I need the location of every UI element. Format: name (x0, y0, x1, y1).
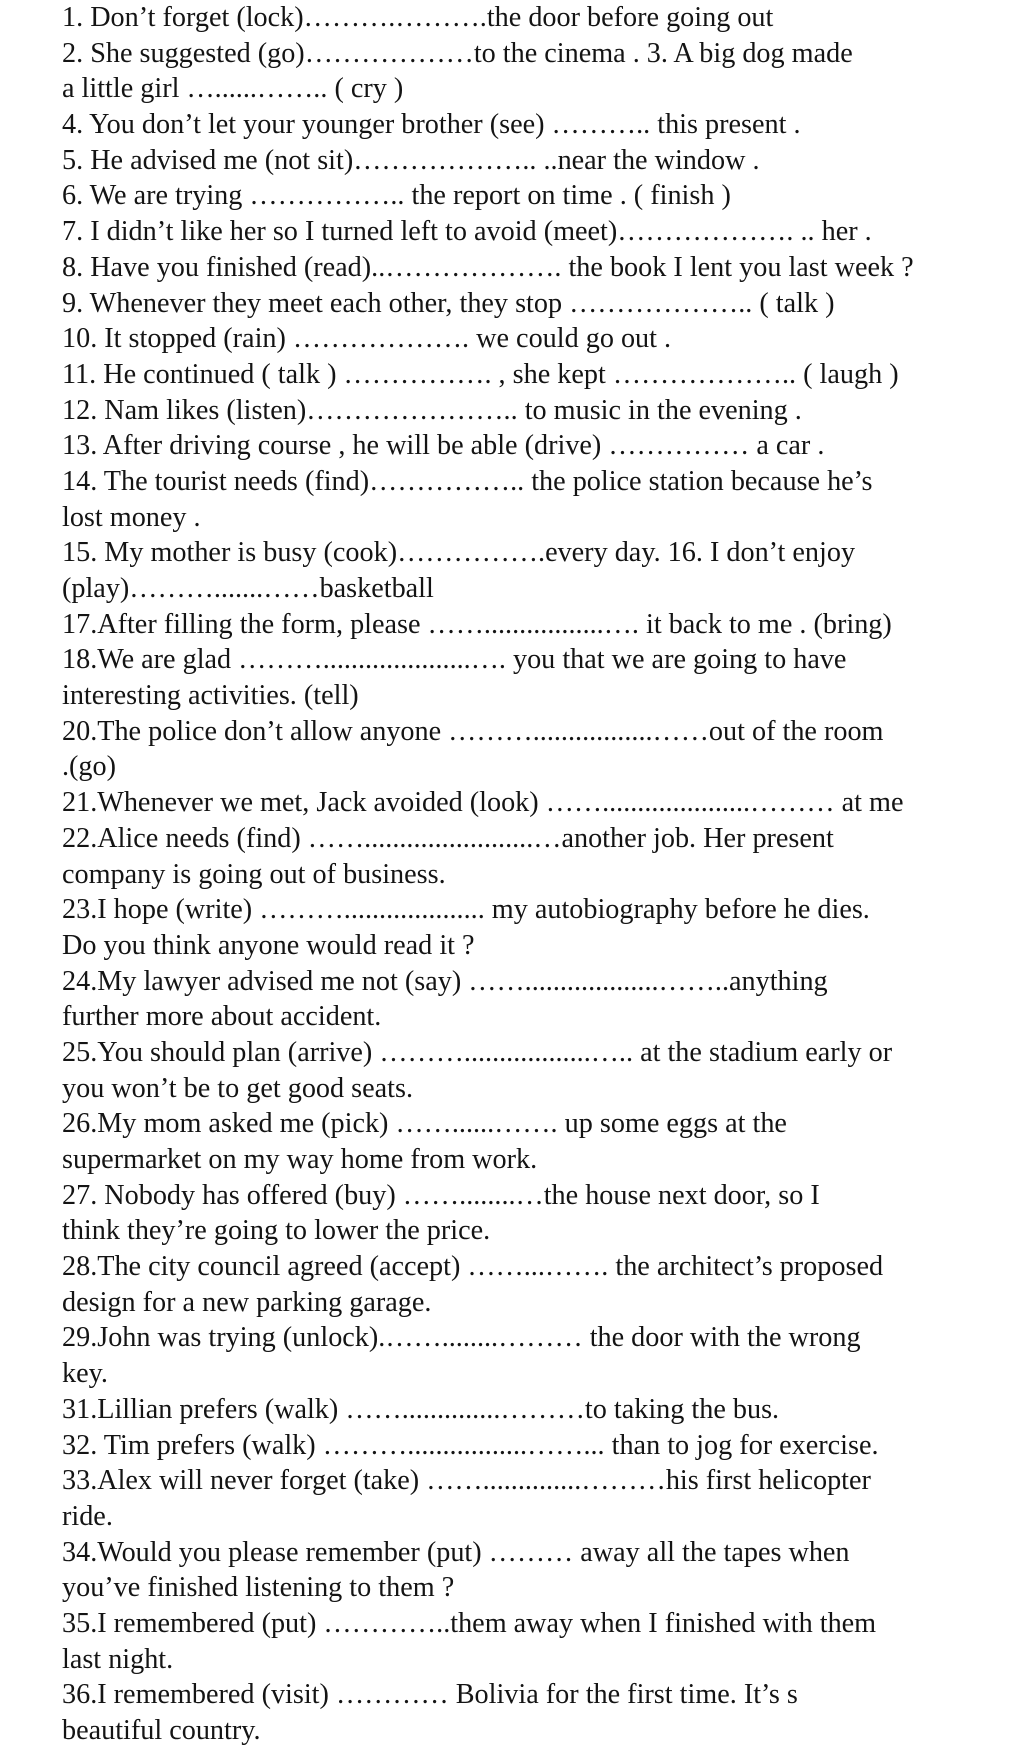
text-line-48: 36.I remembered (visit) ………… Bolivia for the first time. It’s s (62, 1679, 798, 1711)
text-line-36: 28.The city council agreed (accept) ……...……. the architect’s proposed (62, 1251, 884, 1283)
text-line-9: 9. Whenever they meet each other, they stop ……………….. ( talk ) (62, 287, 835, 319)
text-line-33: supermarket on my way home from work. (62, 1144, 538, 1175)
text-line-17: (play)……….......……basketball (62, 573, 434, 604)
text-line-16: 15. My mother is busy (cook)…………….every day. 16. I don’t enjoy (62, 537, 856, 569)
exercise-text (62, 0, 992, 1749)
text-line-34: 27. Nobody has offered (buy) ……........…the house next door, so I (62, 1179, 820, 1211)
text-line-21: 20.The police don’t allow anyone ……….................……out of the room (62, 715, 884, 747)
text-line-6: 6. We are trying …………….. the report on time . ( finish ) (62, 180, 731, 212)
text-line-26: 23.I hope (write) ……….................... my autobiography before he dies. (62, 894, 870, 926)
text-line-39: key. (62, 1358, 108, 1390)
text-line-2: 2. She suggested (go)………………to the cinema . 3. A big dog made (62, 37, 853, 69)
text-line-5: 5. He advised me (not sit)……………….. ..near the window . (62, 144, 760, 176)
text-line-38: 29.John was trying (unlock).……........……… the door with the wrong (62, 1322, 861, 1354)
text-line-43: ride. (62, 1500, 113, 1532)
text-line-22: .(go) (62, 751, 117, 783)
text-line-7: 7. I didn’t like her so I turned left to avoid (meet)………………. .. her . (62, 216, 872, 248)
text-line-3: a little girl …......…….. ( cry ) (62, 73, 404, 105)
text-line-1: 1. Don’t forget (lock)……….……….the door before going out (62, 2, 774, 33)
text-line-27: Do you think anyone would read it ? (62, 929, 475, 961)
text-line-25: company is going out of business. (62, 858, 446, 890)
text-line-20: interesting activities. (tell) (62, 680, 359, 712)
text-line-32: 26.My mom asked me (pick) ……......……. up some eggs at the (62, 1108, 787, 1140)
text-line-12: 12. Nam likes (listen)………………….. to music in the evening . (62, 394, 802, 426)
text-line-46: 35.I remembered (put) …………..them away when I finished with them (62, 1607, 877, 1639)
text-line-47: last night. (62, 1643, 174, 1675)
text-line-10: 10. It stopped (rain) ………………. we could go out . (62, 323, 672, 355)
text-line-37: design for a new parking garage. (62, 1286, 432, 1318)
text-line-13: 13. After driving course , he will be able (drive) …………… a car . (62, 430, 825, 462)
text-line-11: 11. He continued ( talk ) ……………. , she kept ……………….. ( laugh ) (62, 358, 899, 390)
text-line-23: 21.Whenever we met, Jack avoided (look) …….....................……… at me (62, 787, 904, 819)
text-line-19: 18.We are glad ……….....................…. you that we are going to have (62, 644, 847, 676)
text-line-30: 25.You should plan (arrive) ………..................….. at the stadium early or (62, 1036, 893, 1068)
text-line-4: 4. You don’t let your younger brother (see) ……….. this present . (62, 109, 801, 141)
text-line-14: 14. The tourist needs (find)…………….. the police station because he’s (62, 465, 873, 497)
text-line-18: 17.After filling the form, please …….................…. it back to me . (bring) (62, 608, 892, 640)
text-line-15: lost money . (62, 501, 201, 533)
text-line-45: you’ve finished listening to them ? (62, 1572, 455, 1604)
text-line-24: 22.Alice needs (find) ……........................…another job. Her present (62, 822, 834, 854)
text-line-42: 33.Alex will never forget (take) ……..............………his first helicopter (62, 1465, 871, 1497)
text-line-35: think they’re going to lower the price. (62, 1215, 491, 1247)
text-line-41: 32. Tim prefers (walk) ……….................……... than to jog for exercise. (62, 1429, 879, 1461)
text-line-31: you won’t be to get good seats. (62, 1072, 413, 1104)
text-line-44: 34.Would you please remember (put) ……… away all the tapes when (62, 1536, 850, 1568)
text-line-49: beautiful country. (62, 1715, 261, 1746)
text-line-8: 8. Have you finished (read)..………………. the book I lent you last week ? (62, 251, 914, 283)
text-line-40: 31.Lillian prefers (walk) ……..............………to taking the bus. (62, 1393, 780, 1425)
text-line-29: further more about accident. (62, 1001, 382, 1033)
text-line-28: 24.My lawyer advised me not (say) ……...................……..anything (62, 965, 828, 997)
